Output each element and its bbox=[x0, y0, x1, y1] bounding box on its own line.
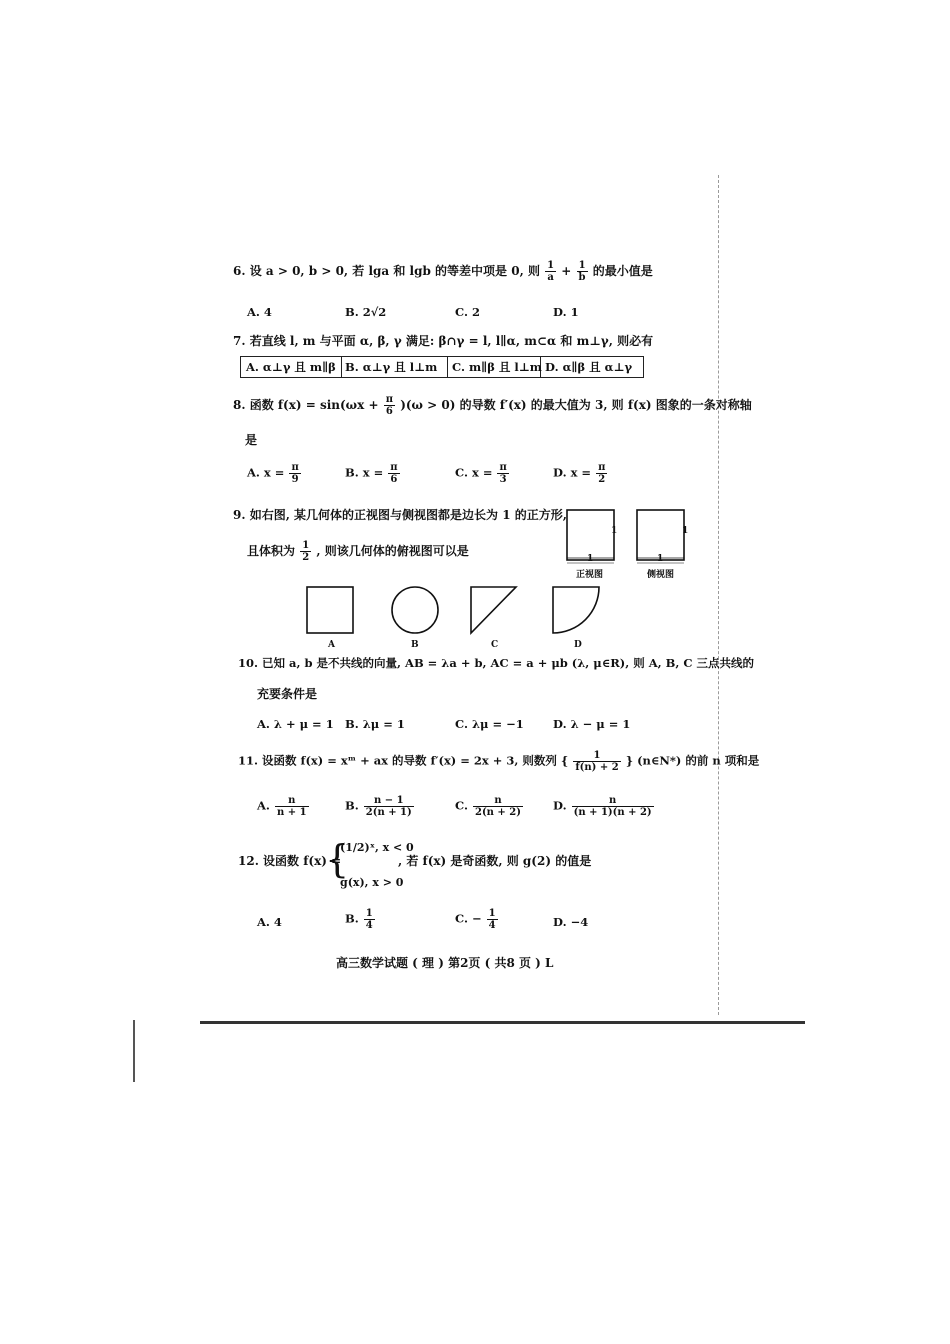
q12-option-c-den: 4 bbox=[488, 920, 496, 931]
q10-stem-cont: 充要条件是 bbox=[257, 687, 318, 701]
q8-stem-pre: 8. 函数 f(x) = sin(ωx + bbox=[233, 398, 379, 412]
q8-option-b-frac bbox=[388, 462, 399, 485]
q9-frac-den: 2 bbox=[302, 552, 310, 563]
q12-option-c-frac bbox=[487, 908, 498, 931]
q9-frac bbox=[300, 540, 311, 563]
q6-frac2-den: b bbox=[578, 272, 586, 283]
q6-stem bbox=[233, 260, 653, 283]
q9-frac-num: 1 bbox=[302, 540, 310, 551]
q9-option-a-label: A bbox=[328, 640, 335, 650]
q8-option-c bbox=[455, 462, 510, 485]
q8-option-b-label: B. x = bbox=[345, 465, 384, 480]
q6-option-a: A. 4 bbox=[247, 305, 272, 319]
q9-options-figure bbox=[300, 582, 610, 642]
q6-option-c: C. 2 bbox=[455, 305, 480, 319]
q8-frac bbox=[384, 394, 395, 417]
option-d-quarter-circle bbox=[553, 587, 599, 633]
q7-option-b: B. α⊥γ 且 l⊥m bbox=[345, 360, 438, 374]
q10-option-c: C. λμ = −1 bbox=[455, 717, 524, 731]
q11-stem-post: } (n∈N*) 的前 n 项和是 bbox=[625, 753, 760, 768]
q8-option-a bbox=[247, 462, 302, 485]
q11-option-c-label: C. bbox=[455, 798, 468, 813]
q11-option-c bbox=[455, 795, 524, 818]
q11-option-b-den: 2(n + 1) bbox=[365, 807, 412, 818]
q7-option-a: A. α⊥γ 且 m∥β bbox=[246, 360, 336, 374]
q11-option-a-den: n + 1 bbox=[276, 807, 307, 818]
q11-option-d-frac bbox=[572, 795, 654, 818]
q6-plus: + bbox=[561, 264, 572, 278]
q8-option-d-num: π bbox=[598, 462, 606, 473]
q12-case1: (1/2)ˣ, x < 0 bbox=[340, 841, 414, 854]
q11-option-b-num: n − 1 bbox=[364, 795, 414, 807]
q11-option-b-label: B. bbox=[345, 798, 359, 813]
q8-option-a-frac bbox=[289, 462, 300, 485]
q11-option-d-den: (n + 1)(n + 2) bbox=[573, 807, 652, 818]
q11-frac bbox=[573, 750, 620, 773]
q9-option-b-label: B bbox=[411, 640, 419, 650]
q12-option-b bbox=[345, 908, 376, 931]
q11-stem-pre: 11. 设函数 f(x) = xᵐ + ax 的导数 f′(x) = 2x + 3, 则数列 { bbox=[238, 753, 569, 768]
q11-option-a-label: A. bbox=[257, 798, 270, 813]
page-edge-right bbox=[718, 175, 719, 1015]
q6-option-b: B. 2√2 bbox=[345, 305, 387, 319]
q8-option-c-label: C. x = bbox=[455, 465, 493, 480]
q12-option-c-num: 1 bbox=[488, 908, 496, 919]
q12-option-c-label: C. − bbox=[455, 911, 482, 926]
q12-option-c bbox=[455, 908, 499, 931]
q8-option-c-num: π bbox=[499, 462, 507, 473]
q11-stem bbox=[238, 750, 759, 773]
q12-option-d: D. −4 bbox=[553, 915, 589, 929]
q8-option-a-label: A. x = bbox=[247, 465, 285, 480]
q9-stem: 9. 如右图, 某几何体的正视图与侧视图都是边长为 1 的正方形, bbox=[233, 508, 567, 522]
q10-stem: 10. 已知 a, b 是不共线的向量, AB = λa + b, AC = a + μb (λ, μ∈R), 则 A, B, C 三点共线的 bbox=[238, 656, 755, 670]
q11-option-b bbox=[345, 795, 415, 818]
q8-stem bbox=[233, 394, 752, 417]
side-view-side-length: 1 bbox=[657, 554, 664, 564]
q8-option-b bbox=[345, 462, 401, 485]
q11-option-b-frac bbox=[364, 795, 414, 818]
q11-option-c-frac bbox=[473, 795, 523, 818]
q8-option-d-frac bbox=[596, 462, 607, 485]
q10-option-b: B. λμ = 1 bbox=[345, 717, 405, 731]
option-b-circle bbox=[392, 587, 438, 633]
q7-option-c: C. m∥β 且 l⊥m bbox=[452, 360, 542, 374]
q8-option-a-num: π bbox=[291, 462, 299, 473]
q9-option-d-label: D bbox=[574, 640, 582, 650]
q11-frac-num: 1 bbox=[573, 750, 620, 762]
side-view-height-length: 1 bbox=[682, 526, 689, 536]
q8-option-d-den: 2 bbox=[598, 474, 606, 485]
q11-option-d-num: n bbox=[572, 795, 654, 807]
q9-option-c-label: C bbox=[491, 640, 499, 650]
q12-stem-pre: 12. 设函数 f(x) = bbox=[238, 854, 342, 868]
q12-option-b-den: 4 bbox=[365, 920, 373, 931]
q6-frac1-num: 1 bbox=[547, 260, 555, 271]
q8-option-b-num: π bbox=[390, 462, 398, 473]
q11-option-a-num: n bbox=[275, 795, 309, 807]
q8-option-c-frac bbox=[497, 462, 508, 485]
q8-option-d bbox=[553, 462, 608, 485]
q6-frac1 bbox=[545, 260, 556, 283]
q6-frac2-num: 1 bbox=[577, 260, 588, 272]
q6-frac2 bbox=[577, 260, 588, 283]
q7-option-d: D. α∥β 且 α⊥γ bbox=[545, 360, 633, 374]
q11-option-d bbox=[553, 795, 655, 818]
q11-option-a-frac bbox=[275, 795, 309, 818]
q11-option-d-label: D. bbox=[553, 798, 567, 813]
q6-option-d: D. 1 bbox=[553, 305, 579, 319]
q8-option-a-den: 9 bbox=[291, 474, 299, 485]
page-footer: 高三数学试题 ( 理 ) 第2页 ( 共8 页 ) L bbox=[336, 956, 554, 970]
q12-brace: { bbox=[325, 837, 350, 881]
q8-frac-num: π bbox=[385, 394, 394, 405]
q8-option-c-den: 3 bbox=[499, 474, 507, 485]
front-view-label: 正视图 bbox=[576, 570, 604, 580]
q12-option-b-num: 1 bbox=[365, 908, 373, 919]
page-edge-left bbox=[133, 1020, 135, 1082]
q7-stem: 7. 若直线 l, m 与平面 α, β, γ 满足: β∩γ = l, l∥α, m⊂α 和 m⊥γ, 则必有 bbox=[233, 334, 654, 348]
q6-frac1-den: a bbox=[547, 272, 554, 283]
q10-option-d: D. λ − μ = 1 bbox=[553, 717, 631, 731]
q12-option-a: A. 4 bbox=[257, 915, 282, 929]
q12-case2: g(x), x > 0 bbox=[340, 876, 404, 889]
q11-option-c-den: 2(n + 2) bbox=[474, 807, 521, 818]
q6-stem-pre: 6. 设 a > 0, b > 0, 若 lga 和 lgb 的等差中项是 0, 则 bbox=[233, 264, 540, 278]
q12-option-b-frac bbox=[364, 908, 375, 931]
option-c-triangle bbox=[471, 587, 516, 633]
q8-frac-den: 6 bbox=[385, 406, 393, 417]
q8-stem-cont: 是 bbox=[245, 433, 258, 447]
q10-option-a: A. λ + μ = 1 bbox=[257, 717, 334, 731]
q8-stem-post: )(ω > 0) 的导数 f′(x) 的最大值为 3, 则 f(x) 图象的一条对称轴 bbox=[400, 398, 752, 412]
side-view-label: 侧视图 bbox=[647, 570, 675, 580]
front-view-side-length: 1 bbox=[587, 554, 594, 564]
bottom-rule bbox=[200, 1021, 805, 1024]
q8-option-d-label: D. x = bbox=[553, 465, 592, 480]
front-view-height-length: 1 bbox=[611, 526, 618, 536]
front-view-square bbox=[567, 510, 614, 560]
q11-option-c-num: n bbox=[473, 795, 523, 807]
q8-option-b-den: 6 bbox=[390, 474, 398, 485]
q12-option-b-label: B. bbox=[345, 911, 359, 926]
q9-stem2 bbox=[247, 540, 469, 563]
side-view-square bbox=[637, 510, 684, 560]
q9-stem2-post: , 则该几何体的俯视图可以是 bbox=[316, 544, 469, 558]
q11-option-a bbox=[257, 795, 310, 818]
q9-stem2-pre: 且体积为 bbox=[247, 544, 296, 558]
q6-stem-post: 的最小值是 bbox=[592, 264, 653, 278]
q11-frac-den: f(n) + 2 bbox=[575, 762, 619, 773]
q12-stem-post: , 若 f(x) 是奇函数, 则 g(2) 的值是 bbox=[398, 854, 592, 868]
option-a-square bbox=[307, 587, 353, 633]
